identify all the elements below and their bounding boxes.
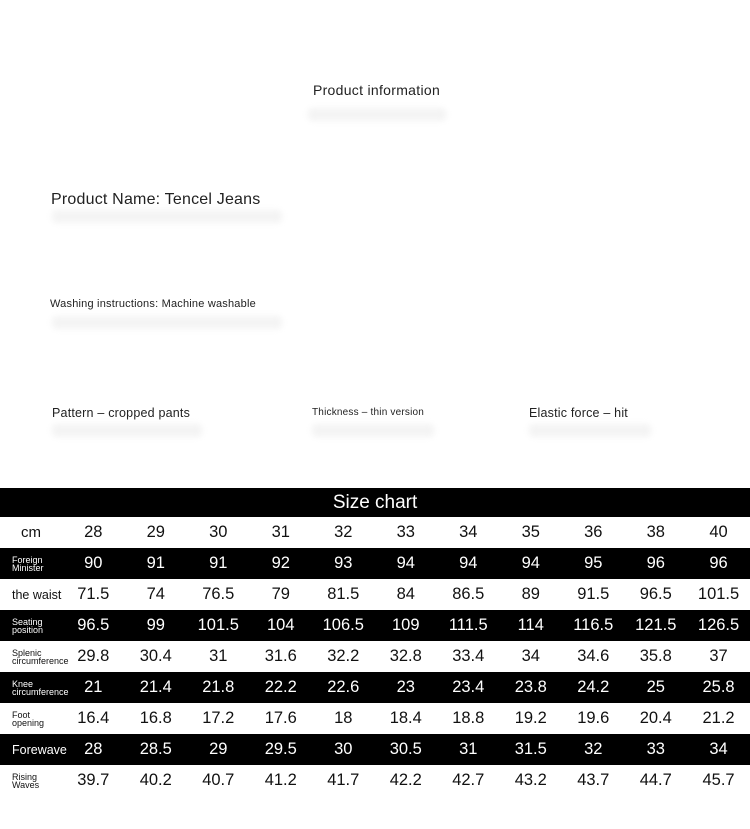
product-info-title: Product information [312,82,441,98]
washing-instructions: Washing instructions: Machine washable [50,298,256,310]
measurement-value: 44.7 [625,765,688,796]
table-row [0,765,750,796]
size-chart-title: Size chart [0,488,750,517]
measurement-value: 32 [562,734,625,765]
measurement-value: 16.8 [125,703,188,734]
measurement-value: 91.5 [562,579,625,610]
size-column-header: 29 [125,517,188,548]
measurement-value: 126.5 [687,610,750,641]
faded-subtitle [52,210,282,223]
measurement-value: 111.5 [437,610,500,641]
measurement-value: 84 [375,579,438,610]
measurement-label: Forewave [0,734,62,765]
size-column-header: 40 [687,517,750,548]
measurement-label: Knee circumference [0,672,62,703]
measurement-value: 23.8 [500,672,563,703]
size-column-header: 31 [250,517,313,548]
measurement-value: 31.5 [500,734,563,765]
measurement-value: 94 [437,548,500,579]
measurement-value: 16.4 [62,703,125,734]
measurement-value: 116.5 [562,610,625,641]
measurement-value: 90 [62,548,125,579]
measurement-value: 31.6 [250,641,313,672]
measurement-value: 43.2 [500,765,563,796]
measurement-value: 29.8 [62,641,125,672]
measurement-value: 31 [187,641,250,672]
measurement-value: 34.6 [562,641,625,672]
measurement-label: Seating position [0,610,62,641]
measurement-value: 21 [62,672,125,703]
size-column-header: 28 [62,517,125,548]
measurement-value: 32.2 [312,641,375,672]
measurement-value: 41.2 [250,765,313,796]
measurement-value: 92 [250,548,313,579]
table-row [0,641,750,672]
measurement-value: 71.5 [62,579,125,610]
measurement-value: 37 [687,641,750,672]
measurement-value: 29 [187,734,250,765]
measurement-value: 96.5 [62,610,125,641]
size-column-header: 36 [562,517,625,548]
faded-subtitle [52,424,202,437]
measurement-value: 121.5 [625,610,688,641]
measurement-value: 29.5 [250,734,313,765]
measurement-value: 21.4 [125,672,188,703]
measurement-value: 20.4 [625,703,688,734]
measurement-value: 42.2 [375,765,438,796]
measurement-value: 25.8 [687,672,750,703]
measurement-value: 40.7 [187,765,250,796]
measurement-value: 23 [375,672,438,703]
measurement-value: 94 [375,548,438,579]
measurement-value: 101.5 [687,579,750,610]
measurement-value: 41.7 [312,765,375,796]
measurement-label: Rising Waves [0,765,62,796]
measurement-value: 109 [375,610,438,641]
measurement-value: 81.5 [312,579,375,610]
measurement-value: 32.8 [375,641,438,672]
faded-subtitle [52,316,282,329]
measurement-value: 33 [625,734,688,765]
measurement-value: 18.4 [375,703,438,734]
measurement-value: 18.8 [437,703,500,734]
measurement-value: 96.5 [625,579,688,610]
faded-subtitle [312,424,434,437]
measurement-value: 30.5 [375,734,438,765]
faded-subtitle [529,424,651,437]
measurement-value: 33.4 [437,641,500,672]
measurement-value: 19.6 [562,703,625,734]
measurement-value: 95 [562,548,625,579]
measurement-value: 74 [125,579,188,610]
measurement-value: 99 [125,610,188,641]
measurement-value: 34 [500,641,563,672]
size-column-header: 35 [500,517,563,548]
measurement-value: 35.8 [625,641,688,672]
measurement-value: 24.2 [562,672,625,703]
table-row [0,548,750,579]
faded-subtitle [308,108,446,121]
measurement-value: 21.2 [687,703,750,734]
measurement-value: 30 [312,734,375,765]
measurement-value: 18 [312,703,375,734]
measurement-value: 101.5 [187,610,250,641]
measurement-value: 31 [437,734,500,765]
measurement-value: 104 [250,610,313,641]
measurement-value: 42.7 [437,765,500,796]
thickness-attribute: Thickness – thin version [312,407,425,418]
measurement-value: 22.6 [312,672,375,703]
size-column-header: 33 [375,517,438,548]
measurement-value: 17.6 [250,703,313,734]
measurement-value: 23.4 [437,672,500,703]
size-column-header: 34 [437,517,500,548]
measurement-value: 106.5 [312,610,375,641]
measurement-value: 39.7 [62,765,125,796]
measurement-value: 28 [62,734,125,765]
size-chart-body [0,517,750,796]
measurement-value: 25 [625,672,688,703]
measurement-value: 28.5 [125,734,188,765]
table-row [0,703,750,734]
measurement-value: 86.5 [437,579,500,610]
measurement-value: 96 [687,548,750,579]
measurement-value: 22.2 [250,672,313,703]
measurement-value: 79 [250,579,313,610]
measurement-value: 114 [500,610,563,641]
table-row [0,579,750,610]
size-header-row [0,517,750,548]
measurement-value: 45.7 [687,765,750,796]
measurement-label: the waist [0,579,62,610]
pattern-attribute: Pattern – cropped pants [52,406,191,420]
measurement-label: Foreign Minister [0,548,62,579]
measurement-value: 94 [500,548,563,579]
size-column-header: 32 [312,517,375,548]
table-row [0,672,750,703]
measurement-value: 17.2 [187,703,250,734]
measurement-label: Foot opening [0,703,62,734]
size-chart-table [0,488,750,796]
measurement-value: 91 [125,548,188,579]
size-column-header: 30 [187,517,250,548]
elastic-attribute: Elastic force – hit [529,406,628,420]
size-column-header: 38 [625,517,688,548]
measurement-value: 34 [687,734,750,765]
measurement-value: 93 [312,548,375,579]
measurement-label: Splenic circumference [0,641,62,672]
measurement-value: 76.5 [187,579,250,610]
measurement-value: 91 [187,548,250,579]
table-row [0,610,750,641]
measurement-value: 89 [500,579,563,610]
measurement-value: 30.4 [125,641,188,672]
table-row [0,734,750,765]
measurement-value: 19.2 [500,703,563,734]
product-name: Product Name: Tencel Jeans [51,191,261,208]
measurement-value: 43.7 [562,765,625,796]
measurement-value: 40.2 [125,765,188,796]
measurement-value: 21.8 [187,672,250,703]
measurement-value: 96 [625,548,688,579]
unit-label: cm [0,517,62,548]
